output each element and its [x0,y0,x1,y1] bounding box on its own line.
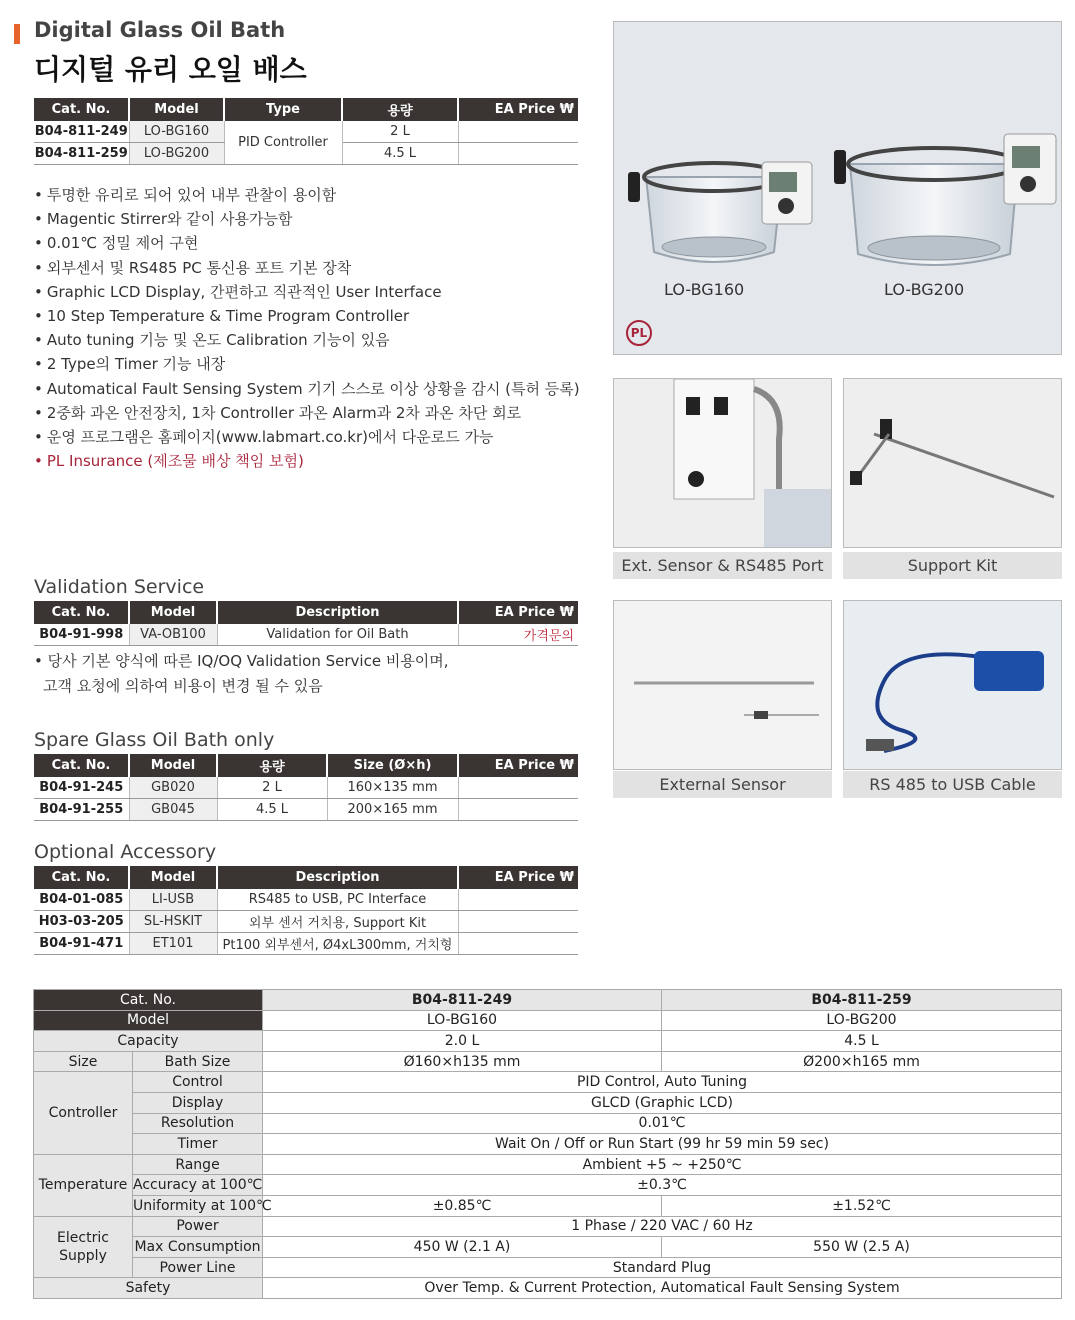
feature-item: • 2중화 과온 안전장치, 1차 Controller 과온 Alarm과 2차 과온 차단 회로 [34,401,580,425]
spec-electric-label [34,1216,133,1278]
spec-bath-size-label: Bath Size [133,1051,263,1072]
spec-resolution-label: Resolution [133,1113,263,1134]
col-model: Model [129,98,224,121]
spec-model-1: LO-BG160 [263,1010,662,1031]
bath-lo-bg160 [628,162,812,262]
spec-table [33,989,1062,1299]
capacity: 4.5 L [342,143,458,165]
col-price: EA Price ₩ [458,754,578,777]
caption-external-sensor: External Sensor [613,771,832,798]
note-text: 당사 기본 양식에 따른 IQ/OQ Validation Service 비용이며, [47,652,449,670]
feature-list [34,183,580,473]
spec-max-1: 450 W (2.1 A) [263,1237,662,1258]
caption-support-kit: Support Kit [843,552,1062,579]
bath-lo-bg200 [834,134,1056,265]
cat-no: B04-01-085 [34,889,129,911]
model: LI-USB [129,889,217,911]
spec-electric-label-2: Supply [59,1247,107,1264]
spec-size-2: Ø200×h165 mm [662,1051,1062,1072]
feature-item: • Magentic Stirrer와 같이 사용가능함 [34,207,580,231]
spec-row-timer [34,1134,1062,1155]
spec-row-display [34,1092,1062,1113]
accessory-table-header [34,866,578,889]
feature-item: • 운영 프로그램은 홈페이지(www.labmart.co.kr)에서 다운로드 가능 [34,425,580,449]
capacity: 2 L [342,121,458,143]
accessory-table [34,866,578,955]
spec-row-capacity [34,1031,1062,1052]
pl-insurance-item: • PL Insurance (제조물 배상 책임 보험) [34,449,580,473]
spec-accuracy-value: ±0.3℃ [263,1175,1062,1196]
spare-table-header [34,754,578,777]
price [458,933,578,955]
photo-label-lo-bg200: LO-BG200 [884,280,965,299]
price [458,777,578,799]
table-row [34,624,578,646]
spare-title: Spare Glass Oil Bath only [34,729,275,751]
pl-badge-icon: PL [626,320,652,346]
price [458,143,578,165]
col-cat-no: Cat. No. [34,601,129,624]
spec-capacity-1: 2.0 L [263,1031,662,1052]
col-capacity: 용량 [217,754,327,777]
product-photo [613,21,1062,355]
spec-temperature-label: Temperature [34,1154,133,1216]
model: LO-BG200 [129,143,224,165]
price [458,889,578,911]
model: LO-BG160 [129,121,224,143]
col-type: Type [224,98,342,121]
price [458,911,578,933]
spec-timer-label: Timer [133,1134,263,1155]
col-capacity: 용량 [342,98,458,121]
col-model: Model [129,866,217,889]
spec-control-value: PID Control, Auto Tuning [263,1072,1062,1093]
col-description: Description [217,866,458,889]
col-price: EA Price ₩ [458,601,578,624]
model: GB045 [129,799,217,821]
spec-max-2: 550 W (2.5 A) [662,1237,1062,1258]
spec-row-max-consumption [34,1237,1062,1258]
page-title-ko: 디지털 유리 오일 배스 [34,53,307,86]
spec-row-accuracy [34,1175,1062,1196]
feature-item: • 2 Type의 Timer 기능 내장 [34,352,580,376]
table-row [34,911,578,933]
spec-range-value: Ambient +5 ~ +250℃ [263,1154,1062,1175]
model: SL-HSKIT [129,911,217,933]
col-cat-no: Cat. No. [34,98,129,121]
spec-capacity-label: Capacity [34,1031,263,1052]
cat-no: B04-91-471 [34,933,129,955]
cat-no: B04-91-255 [34,799,129,821]
spec-cat-2: B04-811-259 [662,990,1062,1011]
spec-uniformity-label: Uniformity at 100℃ [133,1195,263,1216]
validation-table [34,601,578,646]
spec-row-cat [34,990,1062,1011]
cat-no: B04-811-259 [34,143,129,165]
spec-resolution-value: 0.01℃ [263,1113,1062,1134]
type: PID Controller [224,121,342,165]
accessory-title: Optional Accessory [34,841,217,863]
spec-control-label: Control [133,1072,263,1093]
feature-item: • 0.01℃ 정밀 제어 구현 [34,231,580,255]
col-price: EA Price ₩ [458,98,578,121]
description: Pt100 외부센서, Ø4xL300mm, 거치형 [217,933,458,955]
sensor-port-illustration [614,379,831,547]
size: 160×135 mm [327,777,458,799]
validation-table-header [34,601,578,624]
spec-size-label: Size [34,1051,133,1072]
spec-row-power [34,1216,1062,1237]
ext-sensor-port-photo [613,378,832,548]
table-row [34,777,578,799]
spec-safety-label: Safety [34,1278,263,1299]
table-row [34,889,578,911]
spec-model-label: Model [34,1010,263,1031]
usb-cable-photo [843,600,1062,770]
col-cat-no: Cat. No. [34,754,129,777]
spec-row-model [34,1010,1062,1031]
feature-item: • Graphic LCD Display, 간편하고 직관적인 User Interface [34,280,580,304]
price-inquiry: 가격문의 [458,624,578,646]
spec-row-range [34,1154,1062,1175]
spec-range-label: Range [133,1154,263,1175]
product-table-header [34,98,578,121]
col-model: Model [129,601,217,624]
spec-timer-value: Wait On / Off or Run Start (99 hr 59 min 59 sec) [263,1134,1062,1155]
capacity: 2 L [217,777,327,799]
spec-cat-label: Cat. No. [34,990,263,1011]
support-kit-illustration [844,379,1061,547]
oil-bath-illustration [614,22,1061,354]
spec-accuracy-label: Accuracy at 100℃ [133,1175,263,1196]
spec-power-line-value: Standard Plug [263,1257,1062,1278]
usb-cable-illustration [844,601,1061,769]
cat-no: H03-03-205 [34,911,129,933]
table-row [34,121,578,143]
note-bullet: • [34,652,43,670]
validation-note-line-1 [34,649,449,674]
price [458,799,578,821]
col-size: Size (Ø×h) [327,754,458,777]
caption-ext-sensor-port: Ext. Sensor & RS485 Port [613,552,832,579]
spec-size-1: Ø160×h135 mm [263,1051,662,1072]
size: 200×165 mm [327,799,458,821]
spec-capacity-2: 4.5 L [662,1031,1062,1052]
feature-item: • 10 Step Temperature & Time Program Controller [34,304,580,328]
model: ET101 [129,933,217,955]
cat-no: B04-91-998 [34,624,129,646]
capacity: 4.5 L [217,799,327,821]
spec-max-label: Max Consumption [133,1237,263,1258]
spec-row-safety [34,1278,1062,1299]
spec-display-value: GLCD (Graphic LCD) [263,1092,1062,1113]
external-sensor-illustration [614,601,831,769]
spec-power-label: Power [133,1216,263,1237]
spare-table [34,754,578,821]
spec-uniformity-2: ±1.52℃ [662,1195,1062,1216]
spec-row-size [34,1051,1062,1072]
spec-power-value: 1 Phase / 220 VAC / 60 Hz [263,1216,1062,1237]
cat-no: B04-91-245 [34,777,129,799]
validation-note [34,649,449,699]
spec-row-uniformity [34,1195,1062,1216]
product-table [34,98,578,165]
table-row [34,799,578,821]
col-price: EA Price ₩ [458,866,578,889]
col-model: Model [129,754,217,777]
spec-row-control [34,1072,1062,1093]
feature-item: • Automatical Fault Sensing System 기기 스스로 이상 상황을 감시 (특허 등록) [34,377,580,401]
spec-safety-value: Over Temp. & Current Protection, Automatical Fault Sensing System [263,1278,1062,1299]
col-cat-no: Cat. No. [34,866,129,889]
price [458,121,578,143]
spec-cat-1: B04-811-249 [263,990,662,1011]
spec-controller-label: Controller [34,1072,133,1154]
feature-item: • 투명한 유리로 되어 있어 내부 관찰이 용이함 [34,183,580,207]
cat-no: B04-811-249 [34,121,129,143]
spec-model-2: LO-BG200 [662,1010,1062,1031]
title-accent-bar [14,24,20,44]
feature-item: • Auto tuning 기능 및 온도 Calibration 기능이 있음 [34,328,580,352]
model: VA-OB100 [129,624,217,646]
description: 외부 센서 거치용, Support Kit [217,911,458,933]
support-kit-photo [843,378,1062,548]
spec-row-resolution [34,1113,1062,1134]
photo-label-lo-bg160: LO-BG160 [664,280,745,299]
spec-power-line-label: Power Line [133,1257,263,1278]
page-title-en: Digital Glass Oil Bath [34,18,286,42]
model: GB020 [129,777,217,799]
caption-usb-cable: RS 485 to USB Cable [843,771,1062,798]
spec-electric-label-1: Electric [57,1229,109,1246]
description: Validation for Oil Bath [217,624,458,646]
external-sensor-photo [613,600,832,770]
validation-title: Validation Service [34,576,205,598]
validation-note-line-2: 고객 요청에 의하여 비용이 변경 될 수 있음 [43,677,323,695]
spec-row-power-line [34,1257,1062,1278]
description: RS485 to USB, PC Interface [217,889,458,911]
feature-item: • 외부센서 및 RS485 PC 통신용 포트 기본 장착 [34,256,580,280]
spec-uniformity-1: ±0.85℃ [263,1195,662,1216]
table-row [34,933,578,955]
spec-display-label: Display [133,1092,263,1113]
col-description: Description [217,601,458,624]
